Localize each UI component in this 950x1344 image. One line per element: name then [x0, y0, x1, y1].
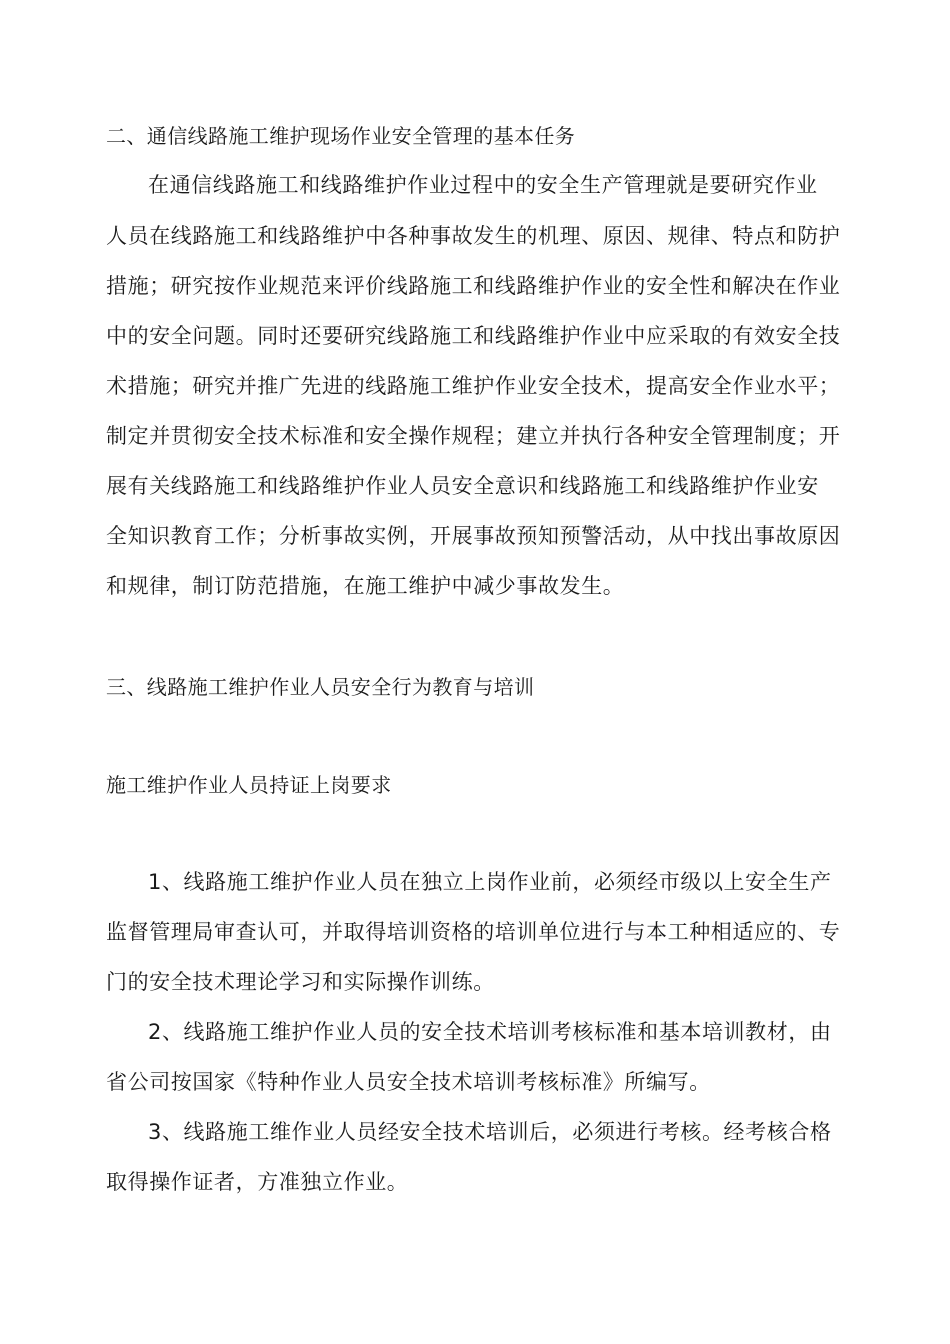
paragraph-line: 制定并贯彻安全技术标准和安全操作规程；建立并执行各种安全管理制度；开	[106, 424, 841, 448]
paragraph-line: 全知识教育工作；分析事故实例，开展事故预知预警活动，从中找出事故原因	[106, 524, 841, 548]
section-3-heading: 三、线路施工维护作业人员安全行为教育与培训	[106, 675, 535, 699]
list-item-line: 监督管理局审查认可，并取得培训资格的培训单位进行与本工种相适应的、专	[106, 920, 841, 944]
paragraph-line: 和规律，制订防范措施，在施工维护中减少事故发生。	[106, 574, 625, 598]
list-item-line: 3、线路施工维作业人员经安全技术培训后，必须进行考核。经考核合格	[148, 1120, 832, 1144]
list-item-line: 2、线路施工维护作业人员的安全技术培训考核标准和基本培训教材，由	[148, 1020, 832, 1044]
paragraph-line: 术措施；研究并推广先进的线路施工维护作业安全技术，提高安全作业水平；	[106, 374, 841, 398]
subheading: 施工维护作业人员持证上岗要求	[106, 773, 392, 797]
list-item-line: 门的安全技术理论学习和实际操作训练。	[106, 970, 495, 994]
paragraph-line: 措施；研究按作业规范来评价线路施工和线路维护作业的安全性和解决在作业	[106, 274, 841, 298]
paragraph-line: 展有关线路施工和线路维护作业人员安全意识和线路施工和线路维护作业安	[106, 474, 819, 498]
list-item-line: 取得操作证者，方准独立作业。	[106, 1170, 409, 1194]
paragraph-line: 人员在线路施工和线路维护中各种事故发生的机理、原因、规律、特点和防护	[106, 224, 841, 248]
section-2-heading: 二、通信线路施工维护现场作业安全管理的基本任务	[106, 124, 576, 148]
paragraph-line: 中的安全问题。同时还要研究线路施工和线路维护作业中应采取的有效安全技	[106, 324, 841, 348]
list-item-line: 1、线路施工维护作业人员在独立上岗作业前，必须经市级以上安全生产	[148, 870, 832, 894]
paragraph-line: 在通信线路施工和线路维护作业过程中的安全生产管理就是要研究作业	[148, 173, 818, 197]
list-item-line: 省公司按国家《特种作业人员安全技术培训考核标准》所编写。	[106, 1070, 711, 1094]
